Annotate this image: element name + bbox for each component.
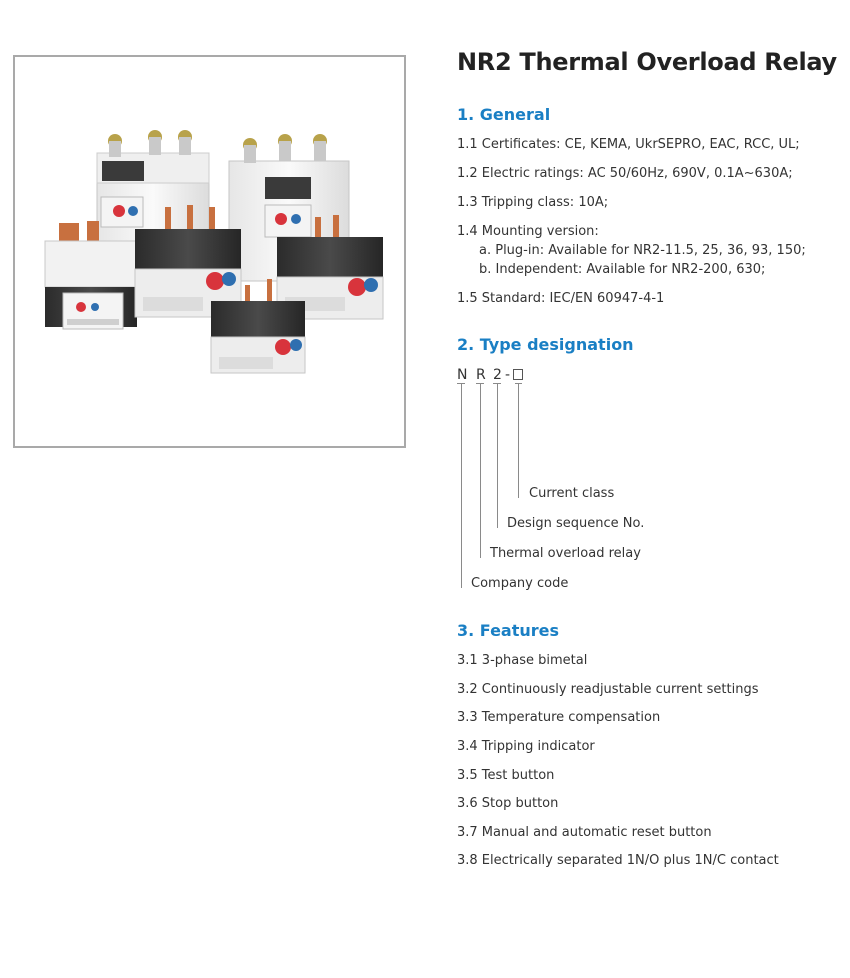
label-company-code: Company code bbox=[471, 576, 569, 591]
code-dash: - bbox=[505, 367, 511, 383]
tree-line-thermal bbox=[480, 383, 481, 558]
code-letter-2: 2 bbox=[493, 367, 502, 383]
general-mounting-independent: b. Independent: Available for NR2-200, 630; bbox=[479, 262, 766, 277]
feature-item: 3.3 Temperature compensation bbox=[457, 710, 661, 725]
feature-item: 3.4 Tripping indicator bbox=[457, 739, 595, 754]
general-tripping-class: 1.3 Tripping class: 10A; bbox=[457, 195, 609, 210]
feature-item: 3.1 3-phase bimetal bbox=[457, 653, 588, 668]
tree-line-current bbox=[518, 383, 519, 498]
product-photo-frame bbox=[13, 55, 406, 448]
tree-line-company bbox=[461, 383, 462, 588]
general-standard: 1.5 Standard: IEC/EN 60947-4-1 bbox=[457, 291, 665, 306]
relay-product-image bbox=[15, 57, 404, 446]
tree-line-design bbox=[497, 383, 498, 528]
feature-item: 3.5 Test button bbox=[457, 768, 555, 783]
label-current-class: Current class bbox=[529, 486, 615, 501]
feature-item: 3.7 Manual and automatic reset button bbox=[457, 825, 712, 840]
general-heading: 1. General bbox=[457, 105, 551, 124]
label-thermal-overload: Thermal overload relay bbox=[490, 546, 641, 561]
label-design-sequence: Design sequence No. bbox=[507, 516, 645, 531]
code-letter-r: R bbox=[476, 367, 486, 383]
current-class-placeholder-box bbox=[513, 369, 523, 380]
code-letter-n: N bbox=[457, 367, 468, 383]
general-certificates: 1.1 Certificates: CE, KEMA, UkrSEPRO, EAC, RCC, UL; bbox=[457, 137, 800, 152]
general-mounting-plugin: a. Plug-in: Available for NR2-11.5, 25, 36, 93, 150; bbox=[479, 243, 806, 258]
features-heading: 3. Features bbox=[457, 621, 560, 640]
general-mounting: 1.4 Mounting version: bbox=[457, 224, 599, 239]
feature-item: 3.8 Electrically separated 1N/O plus 1N/C contact bbox=[457, 853, 779, 868]
feature-item: 3.6 Stop button bbox=[457, 796, 559, 811]
feature-item: 3.2 Continuously readjustable current settings bbox=[457, 682, 759, 697]
type-designation-heading: 2. Type designation bbox=[457, 335, 634, 354]
page-title: NR2 Thermal Overload Relay bbox=[457, 48, 837, 76]
general-ratings: 1.2 Electric ratings: AC 50/60Hz, 690V, 0.1A~630A; bbox=[457, 166, 793, 181]
